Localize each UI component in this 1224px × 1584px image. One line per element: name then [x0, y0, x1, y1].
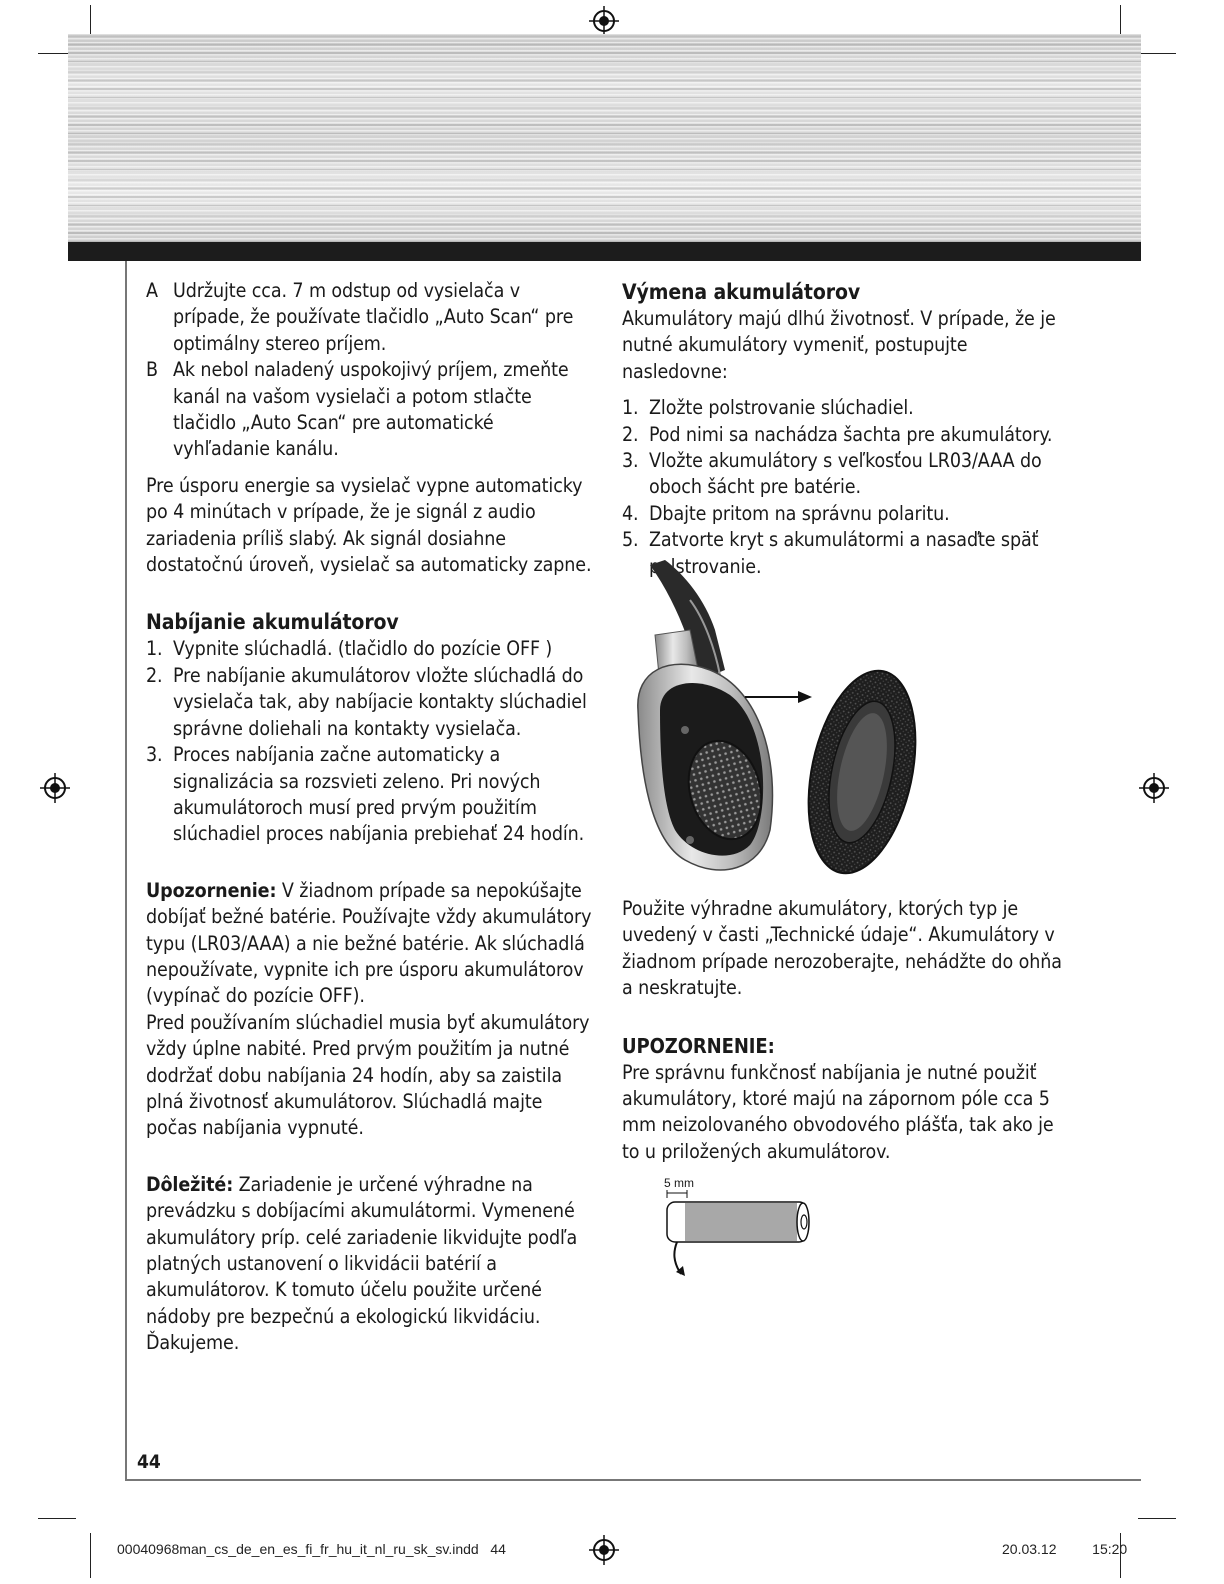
- step-marker: 2.: [146, 663, 163, 687]
- list-item-b: [146, 357, 594, 463]
- crop-mark-bottom-right-h: [1138, 1518, 1176, 1519]
- step-marker: 3.: [146, 743, 163, 767]
- registration-mark-bottom-icon: [589, 1535, 619, 1565]
- replace-heading: Výmena akumulátorov: [622, 280, 861, 304]
- step-text: Zložte polstrovanie slúchadiel.: [649, 396, 914, 420]
- use-paragraph: Použite výhradne akumulátory, ktorých typ je uvedený v časti „Technické údaje“. Akumulátory v žiadnom prípade nerozoberajte, nehádžte do ohňa a neskratujte.: [622, 897, 1062, 1000]
- footer-date: 20.03.12 15:20: [1002, 1541, 1128, 1557]
- replace-step-4: [622, 501, 1072, 527]
- headphone-earpad-illustration: [630, 560, 920, 890]
- step-text: Zatvorte kryt s akumulátormi a nasaďte späť polstrovanie.: [649, 528, 1039, 578]
- battery-illustration: [655, 1190, 820, 1285]
- registration-mark-right-icon: [1139, 773, 1169, 803]
- step-marker: 1.: [622, 396, 639, 420]
- step-text: Vložte akumulátory s veľkosťou LR03/AAA do oboch šácht pre batérie.: [649, 449, 1042, 499]
- important-text: Zariadenie je určené výhradne na prevádzku s dobíjacími akumulátormi. Vymenené akumulátory príp. celé zariadenie likvidujte podľa platných ustanovení o likvidácii batérií a akumulátorov. K tomuto účelu použite určené nádoby pre bezpečnú a ekologickú likvidáciu. Ďakujeme.: [146, 1172, 578, 1355]
- step-marker: 1.: [146, 637, 163, 661]
- step-text: Proces nabíjania začne automaticky a signalizácia sa rozsvieti zeleno. Pri nových akumulátoroch musí pred prvým použitím slúchadiel proces nabíjania prebiehať 24 hodín.: [173, 743, 585, 846]
- list-marker: B: [146, 358, 158, 382]
- warning-text: V žiadnom prípade sa nepokúšajte dobíjať bežné batérie. Používajte vždy akumulátory typu (LR03/AAA) a nie bežné batérie. Ak slúchadlá nepoužívate, vypnite ich pre úsporu akumulátorov (vypínač do pozície OFF).: [146, 878, 592, 1008]
- page-number: 44: [137, 1451, 161, 1473]
- list-item-a: [146, 278, 594, 357]
- charging-step-1: [146, 636, 594, 662]
- step-text: Vypnite slúchadlá. (tlačidlo do pozície OFF ): [173, 637, 553, 661]
- caution-paragraph: Pre správnu funkčnosť nabíjania je nutné použiť akumulátory, ktoré majú na zápornom póle cca 5 mm neizolovaného obvodového plášťa, tak ako je to u priložených akumulátorov.: [622, 1060, 1054, 1163]
- footer-file-name: 00040968man_cs_de_en_es_fi_fr_hu_it_nl_ru_sk_sv.indd 44: [117, 1541, 506, 1557]
- brushed-metal-header: [68, 34, 1141, 242]
- crop-mark-bottom-left-v: [90, 1533, 91, 1578]
- bottom-rule: [125, 1479, 1141, 1481]
- replace-step-2: [622, 422, 1072, 448]
- step-text: Pod nimi sa nachádza šachta pre akumulátory.: [649, 422, 1053, 446]
- registration-mark-left-icon: [40, 773, 70, 803]
- step-marker: 3.: [622, 449, 639, 473]
- list-item-text: Ak nebol naladený uspokojivý príjem, zmeňte kanál na vašom vysielači a potom stlačte tlačidlo „Auto Scan“ pre automatické vyhľadanie kanálu.: [173, 358, 569, 461]
- list-item-text: Udržujte cca. 7 m odstup od vysielača v prípade, že používate tlačidlo „Auto Scan“ pre optimálny stereo príjem.: [173, 279, 574, 355]
- energy-paragraph: Pre úsporu energie sa vysielač vypne automaticky po 4 minútach v prípade, že je signál z audio zariadenia príliš slabý. Ak signál dosiahne dostatočnú úroveň, vysielač sa automaticky zapne.: [146, 473, 592, 577]
- step-text: Pre nabíjanie akumulátorov vložte slúchadlá do vysielača tak, aby nabíjacie kontakty slúchadiel správne doliehali na kontakty vysielača.: [173, 663, 587, 740]
- step-marker: 4.: [622, 501, 639, 525]
- left-column: [146, 278, 594, 1357]
- replace-step-3: [622, 448, 1072, 501]
- charging-heading: Nabíjanie akumulátorov: [146, 610, 399, 635]
- header-dark-bar: [68, 242, 1141, 261]
- important-paragraph: [146, 1172, 594, 1357]
- warning-label: Upozornenie:: [146, 878, 277, 902]
- replace-intro: Akumulátory majú dlhú životnosť. V prípade, že je nutné akumulátory vymeniť, postupujte nasledovne:: [622, 307, 1056, 383]
- caution-heading: UPOZORNENIE:: [622, 1033, 775, 1058]
- right-column-top: [622, 278, 1072, 580]
- replace-step-1: [622, 395, 1072, 421]
- right-column-bottom: [622, 896, 1072, 1165]
- step-text: Dbajte pritom na správnu polaritu.: [649, 501, 950, 525]
- list-marker: A: [146, 279, 158, 302]
- battery-dimension-label: 5 mm: [664, 1176, 694, 1190]
- registration-mark-top-icon: [589, 6, 619, 36]
- crop-mark-bottom-left-h: [38, 1518, 76, 1519]
- important-label: Dôležité:: [146, 1172, 234, 1196]
- charging-step-2: [146, 663, 594, 742]
- left-margin-rule: [125, 261, 127, 1481]
- step-marker: 2.: [622, 422, 639, 446]
- crop-mark-top-right-h: [1138, 53, 1176, 54]
- warning-paragraph: [146, 878, 594, 1010]
- step-marker: 5.: [622, 528, 639, 552]
- charging-step-3: [146, 742, 594, 848]
- warning-paragraph-2: Pred používaním slúchadiel musia byť akumulátory vždy úplne nabité. Pred prvým použitím ja nutné dodržať dobu nabíjania 24 hodín, aby sa zaistila plná životnosť akumulátorov. Slúchadlá majte počas nabíjania vypnuté.: [146, 1010, 590, 1140]
